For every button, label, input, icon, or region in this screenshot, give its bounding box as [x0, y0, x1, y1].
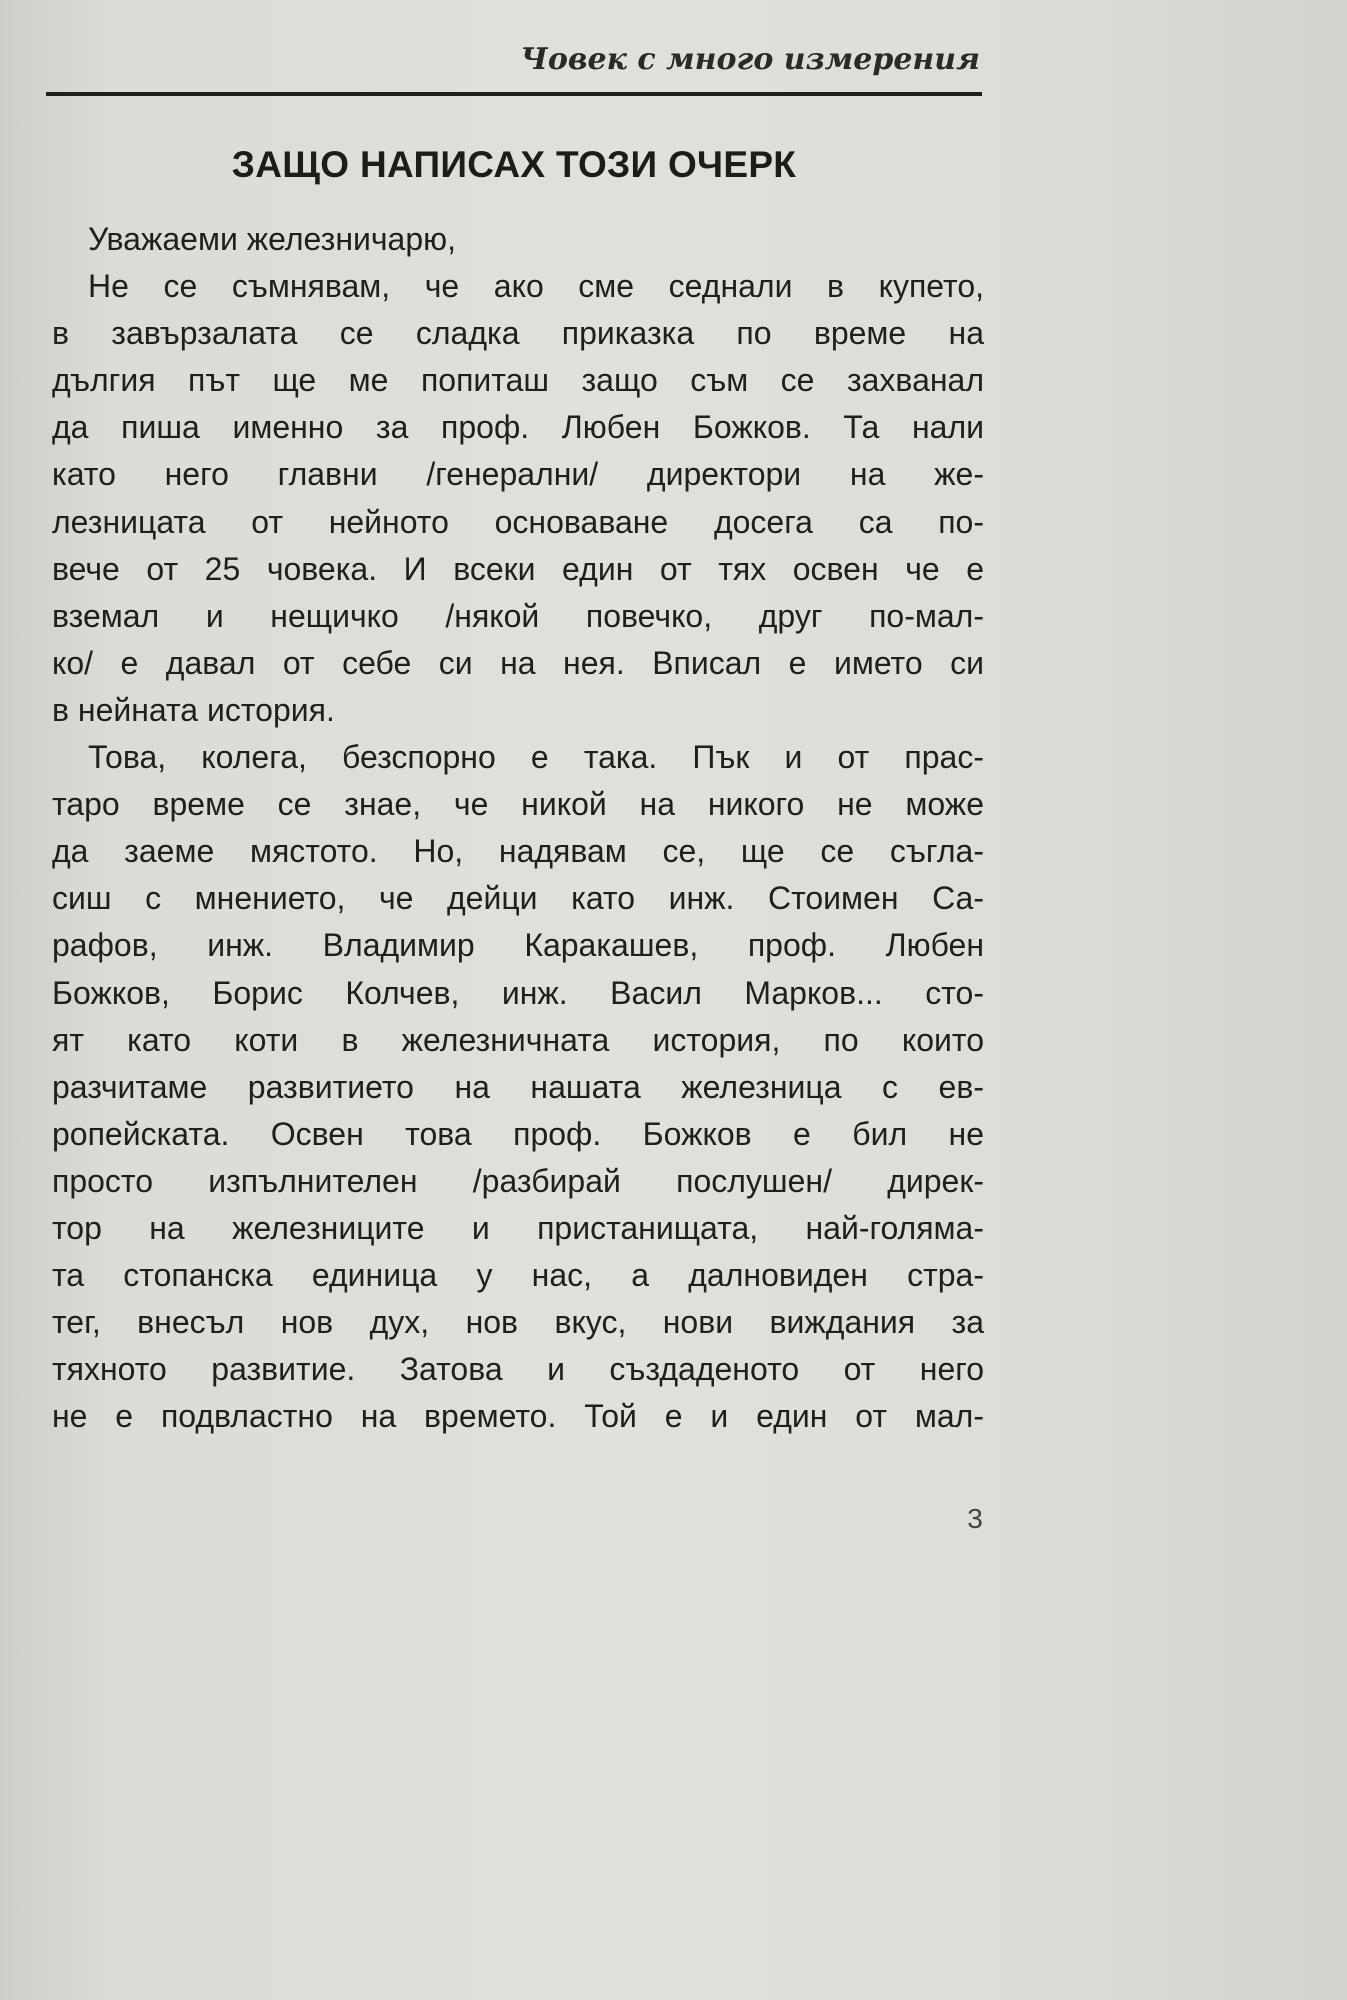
text-line: да заеме мястото. Но, надявам се, ще се съгла-: [52, 833, 984, 870]
text-line: лезницата от нейното основаване досега са по-: [52, 503, 984, 540]
text-line: ят като коти в железничната история, по които: [52, 1021, 984, 1058]
text-line: сиш с мнението, че дейци като инж. Стоимен Са-: [52, 880, 984, 917]
text-line: дългия път ще ме попиташ защо съм се захванал: [52, 362, 984, 399]
text-line: Божков, Борис Колчев, инж. Васил Марков... сто-: [52, 974, 984, 1011]
text-line: вече от 25 човека. И всеки един от тях освен че е: [52, 550, 984, 587]
text-line: таро време се знае, че никой на никого не може: [52, 786, 984, 823]
text-line: Уважаеми железничарю,: [88, 221, 457, 257]
text-line: Това, колега, безспорно е така. Пък и от прас-: [88, 739, 984, 776]
running-head: Човек с много измерения: [520, 42, 980, 77]
text-line: в нейната история.: [52, 691, 335, 728]
text-line: като него главни /генерални/ директори на же-: [52, 456, 984, 493]
text-line: ко/ е давал от себе си на нея. Вписал е името си: [52, 644, 984, 681]
page-number: 3: [967, 1503, 983, 1534]
text-line: в завързалата се сладка приказка по време на: [52, 315, 984, 352]
text-line: та стопанска единица у нас, а далновиден стра-: [52, 1257, 984, 1294]
text-line: разчитаме развитието на нашата железница с ев-: [52, 1068, 984, 1105]
text-line: тор на железниците и пристанищата, най-голяма-: [52, 1209, 984, 1246]
text-line: просто изпълнителен /разбирай послушен/ дирек-: [52, 1162, 984, 1199]
header-rule: [46, 92, 982, 96]
text-line: тег, внесъл нов дух, нов вкус, нови виждания за: [52, 1304, 984, 1341]
text-line: ропейската. Освен това проф. Божков е бил не: [52, 1115, 984, 1152]
text-line: тяхното развитие. Затова и създаденото от него: [52, 1351, 984, 1388]
text-line: не е подвластно на времето. Той е и един от мал-: [52, 1398, 984, 1435]
text-line: рафов, инж. Владимир Каракашев, проф. Любен: [52, 927, 984, 964]
chapter-heading: ЗАЩО НАПИСАХ ТОЗИ ОЧЕРК: [231, 144, 797, 185]
text-line: вземал и нещичко /някой повечко, друг по-мал-: [52, 597, 984, 634]
text-line: Не се съмнявам, че ако сме седнали в купето,: [88, 268, 984, 305]
text-line: да пиша именно за проф. Любен Божков. Та нали: [52, 409, 984, 446]
body-text: [52, 216, 984, 1440]
